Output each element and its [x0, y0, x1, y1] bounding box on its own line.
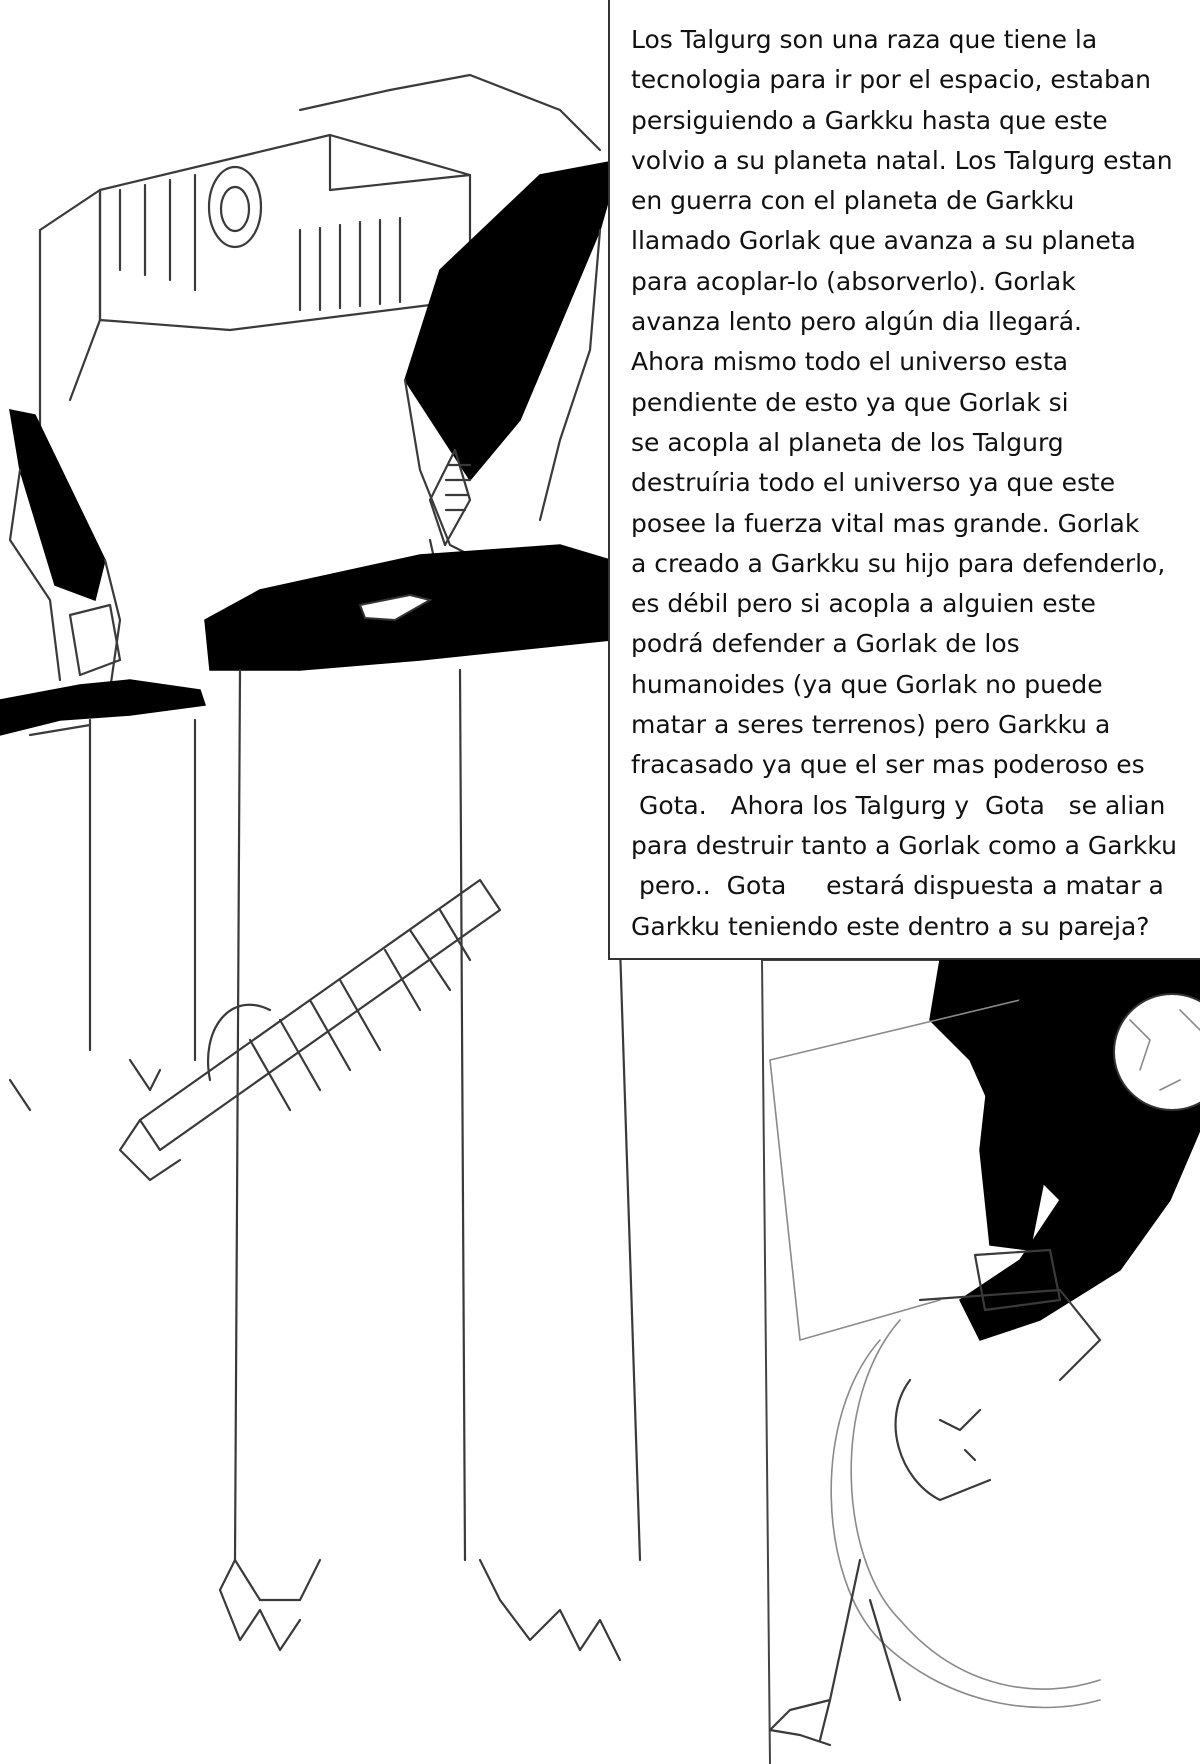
- narration-line: Los Talgurg son una raza que tiene la: [631, 25, 1098, 54]
- narration-line: Ahora mismo todo el universo esta: [631, 347, 1069, 377]
- narration-line: avanza lento pero algún dia llegará.: [631, 307, 1082, 337]
- narration-line: para acoplar-lo (absorverlo). Gorlak: [631, 266, 1076, 296]
- narration-line: se acopla al planeta de los Talgurg: [631, 427, 1064, 457]
- narration-line: para destruir tanto a Gorlak como a Garkku: [631, 830, 1177, 860]
- narration-line: pero.. Gota estará dispuesta a matar a: [631, 871, 1164, 901]
- narration-line: podrá defender a Gorlak de los: [631, 629, 1020, 659]
- narration-line: Garkku teniendo este dentro a su pareja?: [631, 911, 1150, 941]
- narration-line: tecnologia para ir por el espacio, estaban: [631, 65, 1151, 95]
- weapon-drawing: [120, 880, 500, 1180]
- narration-line: destruíria todo el universo ya que este: [631, 468, 1116, 498]
- narration-line: pendiente de esto ya que Gorlak si: [631, 387, 1069, 417]
- talgurg-figure-center: [205, 160, 640, 1660]
- narration-line: en guerra con el planeta de Garkku: [631, 186, 1075, 216]
- narration-line: Gota. Ahora los Talgurg y Gota se alian: [631, 790, 1166, 820]
- narration-line: llamado Gorlak que avanza a su planeta: [631, 226, 1136, 256]
- talgurg-figure-left: [0, 410, 205, 1110]
- narration-line: persiguiendo a Garkku hasta que este: [631, 105, 1108, 135]
- narration-line: posee la fuerza vital mas grande. Gorlak: [631, 508, 1140, 538]
- narration-line: es débil pero si acopla a alguien este: [631, 589, 1096, 619]
- narration-line: a creado a Garkku su hijo para defenderlo,: [631, 548, 1166, 578]
- narration-line: humanoides (ya que Gorlak no puede: [631, 669, 1103, 699]
- narration-line: volvio a su planeta natal. Los Talgurg estan: [631, 145, 1173, 175]
- gota-panel: [762, 960, 1200, 1764]
- narration-line: fracasado ya que el ser mas poderoso es: [631, 750, 1145, 780]
- narration-text: [631, 20, 1200, 947]
- narration-line: matar a seres terrenos) pero Garkku a: [631, 710, 1111, 740]
- talgurg-panel: [0, 75, 640, 1660]
